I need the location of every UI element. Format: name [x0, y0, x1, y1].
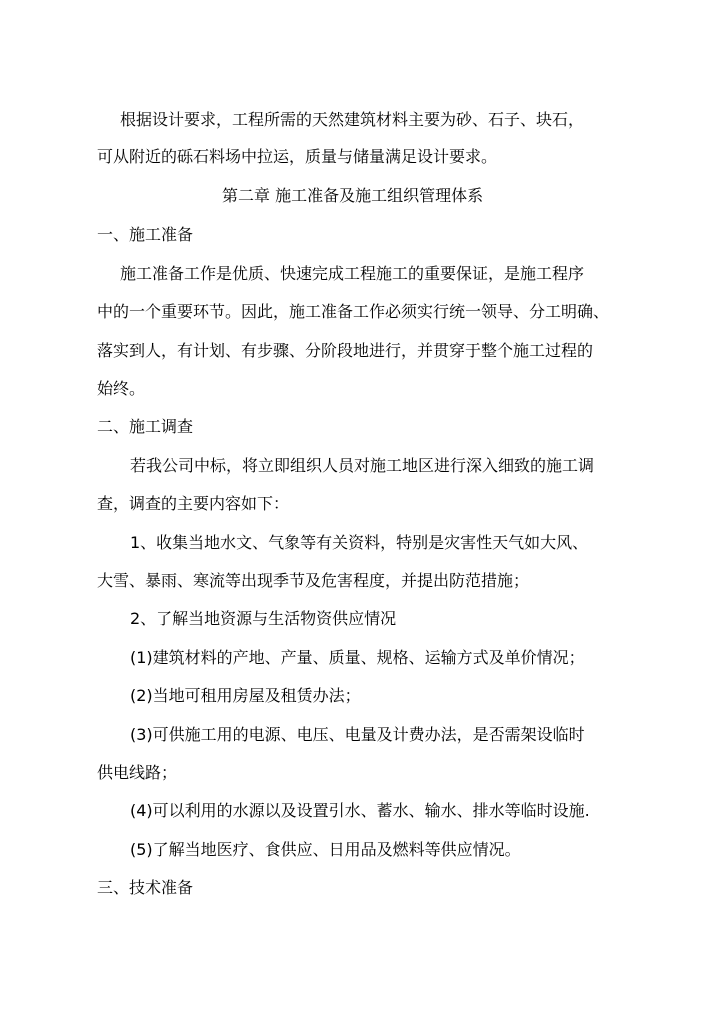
section-1-para-line-3: 落实到人，有计划、有步骤、分阶段地进行，并贯穿于整个施工过程的: [97, 341, 594, 360]
section-1-para-line-4: 始终。: [97, 379, 146, 398]
sub-item-1: (1)建筑材料的产地、产量、质量、规格、运输方式及单价情况；: [130, 648, 585, 667]
chapter-title: 第二章 施工准备及施工组织管理体系: [222, 186, 484, 205]
intro-line-2: 可从附近的砾石料场中拉运，质量与储量满足设计要求。: [97, 147, 498, 166]
item-1-line-1: 1、收集当地水文、气象等有关资料，特别是灾害性天气如大风、: [130, 533, 589, 552]
section-1-para-line-2: 中的一个重要环节。因此，施工准备工作必须实行统一领导、分工明确、: [97, 302, 610, 321]
sub-item-3-line-2: 供电线路；: [97, 763, 178, 782]
section-2-heading: 二、施工调查: [97, 417, 194, 436]
section-1-heading: 一、施工准备: [97, 225, 194, 244]
sub-item-5: (5)了解当地医疗、食供应、日用品及燃料等供应情况。: [130, 840, 521, 859]
section-3-heading: 三、技术准备: [97, 878, 194, 897]
section-1-para-line-1: 施工准备工作是优质、快速完成工程施工的重要保证，是施工程序: [120, 264, 585, 283]
item-2-heading: 2、了解当地资源与生活物资供应情况: [130, 609, 397, 628]
section-2-intro-line-1: 若我公司中标，将立即组织人员对施工地区进行深入细致的施工调: [130, 456, 595, 475]
intro-line-1: 根据设计要求，工程所需的天然建筑材料主要为砂、石子、块石，: [120, 110, 585, 129]
sub-item-4: (4)可以利用的水源以及设置引水、蓄水、输水、排水等临时设施.: [130, 801, 590, 820]
sub-item-2: (2)当地可租用房屋及租赁办法；: [130, 686, 361, 705]
item-1-line-2: 大雪、暴雨、寒流等出现季节及危害程度，并提出防范措施；: [97, 571, 530, 590]
sub-item-3-line-1: (3)可供施工用的电源、电压、电量及计费办法，是否需架设临时: [130, 725, 585, 744]
section-2-intro-line-2: 查，调查的主要内容如下：: [97, 494, 290, 513]
